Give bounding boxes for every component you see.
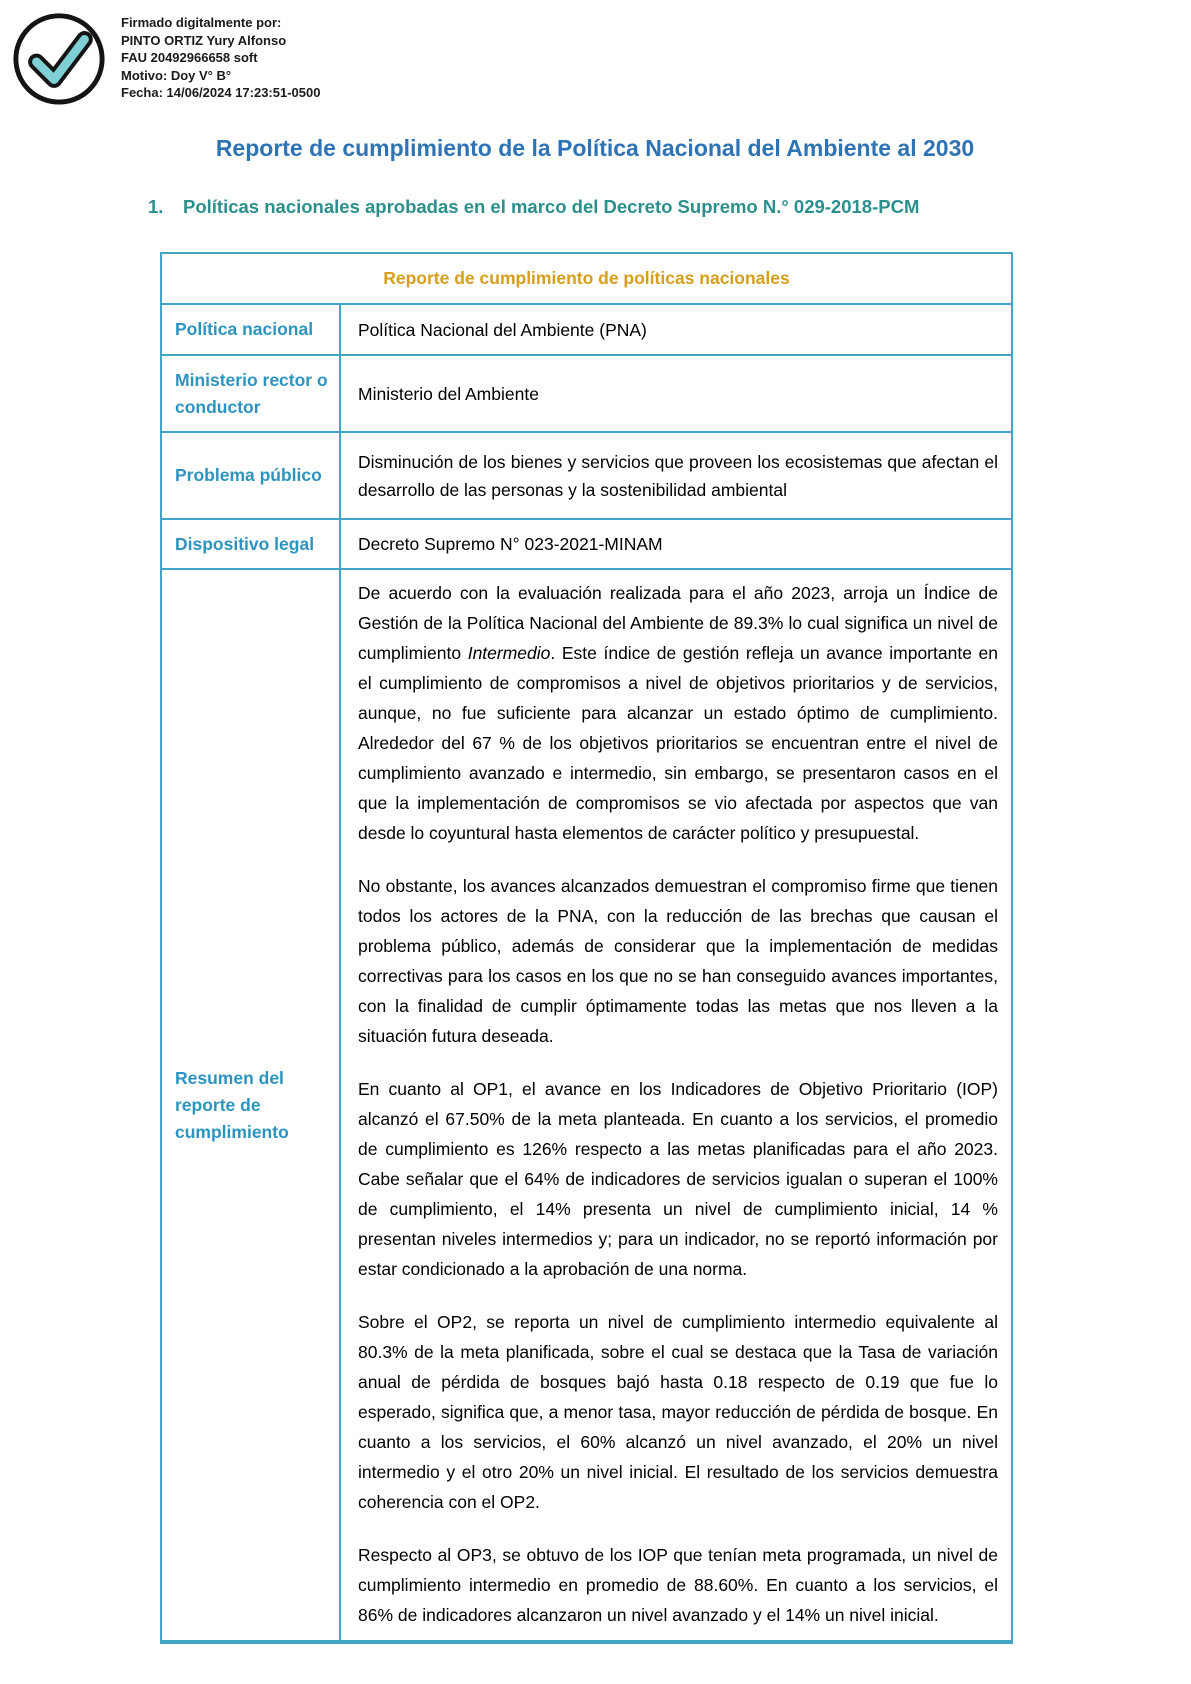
table-row-resumen — [162, 570, 1011, 1640]
row-label: Resumen del reporte de cumplimiento — [162, 570, 341, 1640]
resumen-paragraph-1 — [358, 578, 998, 848]
signature-text-block — [121, 8, 320, 102]
p1-before: De acuerdo con la evaluación realizada para el año 2023, arroja un Índice de Gestión de la Política Nacional del Ambiente de 89.3% lo cual significa un nivel de cumplimiento — [358, 583, 998, 663]
resumen-paragraph-5: Respecto al OP3, se obtuvo de los IOP que tenían meta programada, un nivel de cumplimiento intermedio en promedio de 88.60%. En cuanto a los servicios, el 86% de indicadores alcanzaron un nivel avanzado y el 14% un nivel inicial. — [358, 1545, 998, 1625]
p1-italic: Intermedio — [467, 643, 551, 663]
report-table — [160, 252, 1013, 1644]
resumen-paragraph-4: Sobre el OP2, se reporta un nivel de cumplimiento intermedio equivalente al 80.3% de la meta planificada, sobre el cual se destaca que la Tasa de variación anual de pérdida de bosques bajó hasta 0.18 respecto de 0.19 que fue lo esperado, significa que, a menor tasa, mayor reducción de pérdida de bosque. En cuanto a los servicios, el 60% alcanzó un nivel avanzado, el 20% un nivel intermedio y el otro 20% un nivel inicial. El resultado de los servicios demuestra coherencia con el OP2. — [358, 1312, 998, 1512]
table-header: Reporte de cumplimiento de políticas nacionales — [162, 254, 1011, 305]
row-label: Problema público — [162, 433, 341, 518]
page-title: Reporte de cumplimiento de la Política Nacional del Ambiente al 2030 — [215, 135, 975, 161]
table-row-politica-nacional — [162, 305, 1011, 356]
row-value — [341, 520, 1011, 568]
signature-line-fecha: Fecha: 14/06/2024 17:23:51-0500 — [121, 85, 321, 100]
signature-line-name: PINTO ORTIZ Yury Alfonso — [121, 32, 287, 48]
row-label: Ministerio rector o conductor — [162, 356, 341, 431]
row-value — [341, 305, 1011, 354]
row-value-text: Disminución de los bienes y servicios que proveen los ecosistemas que afectan el desarrollo de las personas y la sostenibilidad ambiental — [358, 451, 998, 500]
table-row-ministerio-rector — [162, 356, 1011, 433]
row-value — [341, 570, 1011, 1640]
check-circle-icon — [10, 8, 108, 108]
section-title: Políticas nacionales aprobadas en el marco del Decreto Supremo N.° 029-2018-PCM — [183, 196, 920, 217]
row-value — [341, 433, 1011, 518]
signature-line-fau: FAU 20492966658 soft — [121, 50, 258, 65]
signature-line-signed-by: Firmado digitalmente por: — [121, 15, 282, 30]
p1-after: . Este índice de gestión refleja un avance importante en el cumplimiento de compromisos a nivel de objetivos prioritarios y de servicios, aunque, no fue suficiente para alcanzar un estado óptimo de cumplimiento. Alrededor del 67 % de los objetivos prioritarios se encuentran entre el nivel de cumplimiento avanzado e intermedio, sin embargo, se presentaron casos en el que la implementación de compromisos se vio afectada por aspectos que van desde lo coyuntural hasta elementos de carácter político y presupuestal. — [358, 643, 998, 843]
row-label: Dispositivo legal — [162, 520, 341, 568]
resumen-paragraphs — [358, 578, 998, 1630]
row-value — [341, 356, 1011, 431]
row-value-text: Política Nacional del Ambiente (PNA) — [358, 319, 647, 340]
section-number: 1. — [148, 196, 164, 217]
resumen-paragraph-2: No obstante, los avances alcanzados demuestran el compromiso firme que tienen todos los actores de la PNA, con la reducción de las brechas que causan el problema público, además de considerar que la implementación de medidas correctivas para los casos en los que no se han conseguido avances importantes, con la finalidad de cumplir óptimamente todas las metas que nos lleven a la situación futura deseada. — [358, 876, 998, 1046]
signature-line-motivo: Motivo: Doy V° B° — [121, 67, 232, 83]
digital-signature-stamp — [10, 8, 320, 108]
row-label: Política nacional — [162, 305, 341, 354]
row-value-text: Decreto Supremo N° 023-2021-MINAM — [358, 534, 663, 554]
section-heading — [148, 196, 1048, 218]
table-row-problema-publico — [162, 433, 1011, 520]
table-row-dispositivo-legal — [162, 520, 1011, 570]
row-value-text: Ministerio del Ambiente — [358, 383, 539, 404]
resumen-paragraph-3: En cuanto al OP1, el avance en los Indicadores de Objetivo Prioritario (IOP) alcanzó el 67.50% de la meta planteada. En cuanto a los servicios, el promedio de cumplimiento es 126% respecto a las metas planificadas para el año 2023. Cabe señalar que el 64% de indicadores de servicios igualan o superan el 100% de cumplimiento, el 14% presenta un nivel de cumplimiento inicial, 14 % presentan niveles intermedios y; para un indicador, no se reportó información por estar condicionado a la aprobación de una norma. — [358, 1079, 998, 1279]
